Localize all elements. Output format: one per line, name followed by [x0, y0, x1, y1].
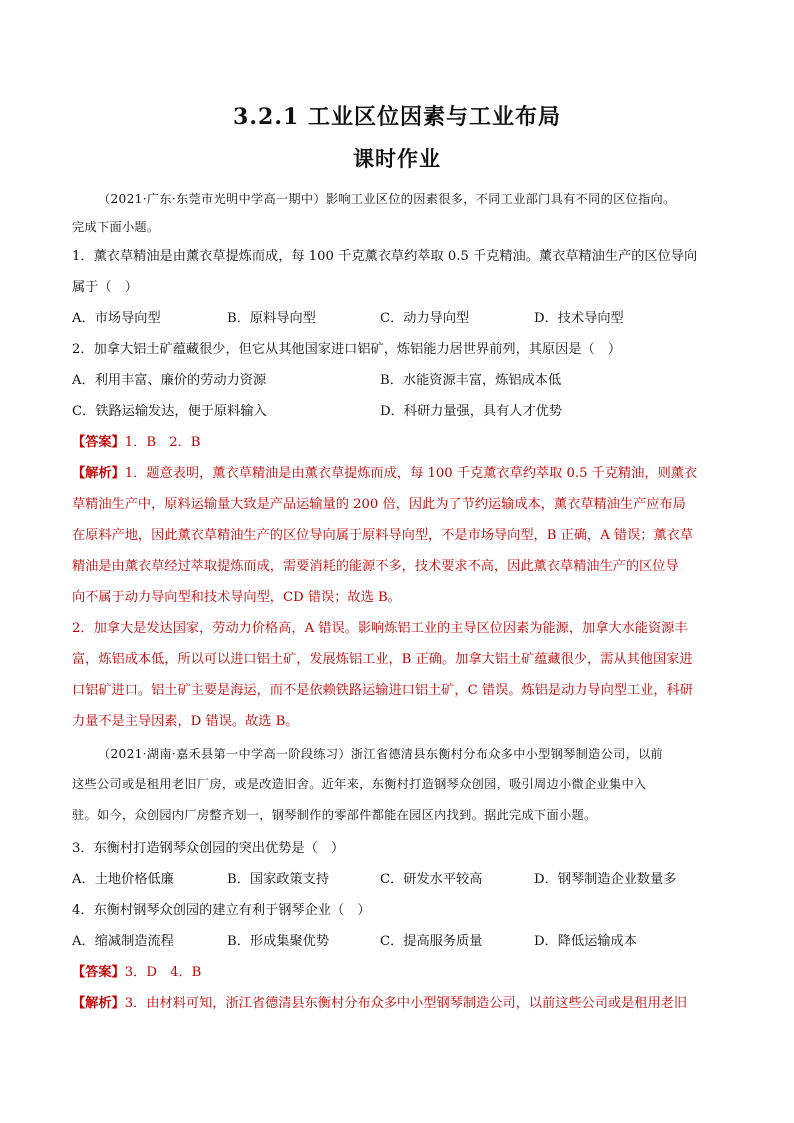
page-subtitle: 课时作业 — [353, 146, 441, 171]
option-c: C．动力导向型 — [380, 311, 470, 326]
answer-tag: 【答案】 — [72, 435, 125, 450]
question-3-stem: 3．东衡村打造钢琴众创园的突出优势是（ ） — [72, 841, 345, 856]
analysis-text: 3．由材料可知，浙江省德清县东衡村分布众多中小型钢琴制造公司，以前这些公司或是租用老旧 — [124, 996, 688, 1011]
analysis-1-line-3: 在原料产地，因此薰衣草精油生产的区位导向属于原料导向型，不是市场导向型，B 正确，A 错误；薰衣草 — [72, 528, 694, 543]
analysis-1-line-9: 力量不是主导因素，D 错误。故选 B。 — [72, 714, 299, 729]
material-2-line-3: 驻。如今，众创园内厂房整齐划一，钢琴制作的零部件都能在园区内找到。据此完成下面小题。 — [72, 808, 597, 822]
question-2-stem: 2．加拿大铝土矿蕴藏很少，但它从其他国家进口铝矿，炼铝能力居世界前列，其原因是（ ） — [72, 342, 622, 357]
option-d: D．技术导向型 — [534, 311, 624, 326]
option-b: B．形成集聚优势 — [227, 934, 330, 949]
question-1-options — [72, 310, 724, 328]
analysis-1-line-1 — [72, 465, 724, 483]
option-a: A．市场导向型 — [72, 311, 161, 326]
page-title: 3.2.1 工业区位因素与工业布局 — [233, 104, 561, 130]
analysis-2-line-1 — [72, 995, 724, 1013]
analysis-tag: 【解析】 — [72, 996, 125, 1011]
option-b: B．水能资源丰富，炼铝成本低 — [380, 373, 562, 388]
question-4-stem: 4．东衡村钢琴众创园的建立有利于钢琴企业（ ） — [72, 903, 371, 918]
answer-2 — [72, 964, 724, 982]
analysis-1-line-2: 草精油生产中，原料运输量大致是产品运输量的 200 倍，因此为了节约运输成本，薰衣草精油生产应布局 — [72, 497, 686, 512]
question-1-stem: 1．薰衣草精油是由薰衣草提炼而成，每 100 千克薰衣草约萃取 0.5 千克精油。薰衣草精油生产的区位导向 — [72, 249, 698, 264]
material-2-line-1: （2021·湖南·嘉禾县第一中学高一阶段练习）浙江省德清县东衡村分布众多中小型钢琴制造公司，以前 — [98, 747, 664, 761]
question-3-options — [72, 871, 724, 889]
analysis-1-line-6: 2．加拿大是发达国家，劳动力价格高，A 错误。影响炼铝工业的主导区位因素为能源，加拿大水能资源丰 — [72, 621, 688, 636]
material-2-line-2: 这些公司或是租用老旧厂房，或是改造旧舍。近年来，东衡村打造钢琴众创园，吸引周边小微企业集中入 — [72, 777, 647, 791]
option-b: B．国家政策支持 — [227, 872, 330, 887]
answer-text: 1．B 2．B — [124, 435, 201, 450]
option-c: C．提高服务质量 — [380, 934, 483, 949]
question-2-options-row-1 — [72, 372, 724, 390]
analysis-text: 1．题意表明，薰衣草精油是由薰衣草提炼而成，每 100 千克薰衣草约萃取 0.5 千克精油，则薰衣 — [124, 466, 698, 481]
analysis-1-line-4: 精油是由薰衣草经过萃取提炼而成，需要消耗的能源不多，技术要求不高，因此薰衣草精油生产的区位导 — [72, 559, 679, 574]
option-a: A．缩减制造流程 — [72, 934, 174, 949]
option-d: D．降低运输成本 — [534, 934, 637, 949]
question-4-options — [72, 933, 724, 951]
option-a: A．土地价格低廉 — [72, 872, 174, 887]
option-a: A．利用丰富、廉价的劳动力资源 — [72, 373, 267, 388]
option-c: C．研发水平较高 — [380, 872, 483, 887]
analysis-1-line-7: 富，炼铝成本低，所以可以进口铝土矿，发展炼铝工业，B 正确。加拿大铝土矿蕴藏很少，需从其他国家进 — [72, 652, 693, 667]
analysis-1-line-5: 向不属于动力导向型和技术导向型，CD 错误；故选 B。 — [72, 590, 401, 605]
material-1-line-2: 完成下面小题。 — [72, 220, 160, 234]
answer-1 — [72, 434, 724, 452]
analysis-1-line-8: 口铝矿进口。铝土矿主要是海运，而不是依赖铁路运输进口铝土矿，C 错误。炼铝是动力导向型工业，科研 — [72, 683, 693, 698]
question-2-options-row-2 — [72, 403, 724, 421]
option-b: B．原料导向型 — [227, 311, 316, 326]
option-c: C．铁路运输发达，便于原料输入 — [72, 404, 267, 419]
option-d: D．钢琴制造企业数量多 — [534, 872, 677, 887]
answer-text: 3．D 4．B — [124, 965, 202, 980]
material-1-line-1: （2021·广东·东莞市光明中学高一期中）影响工业区位的因素很多，不同工业部门具有不同的区位指向。 — [98, 192, 676, 206]
analysis-tag: 【解析】 — [72, 466, 125, 481]
answer-tag: 【答案】 — [72, 965, 125, 980]
option-d: D．科研力量强，具有人才优势 — [380, 404, 563, 419]
question-1-stem-cont: 属于（ ） — [72, 280, 138, 295]
